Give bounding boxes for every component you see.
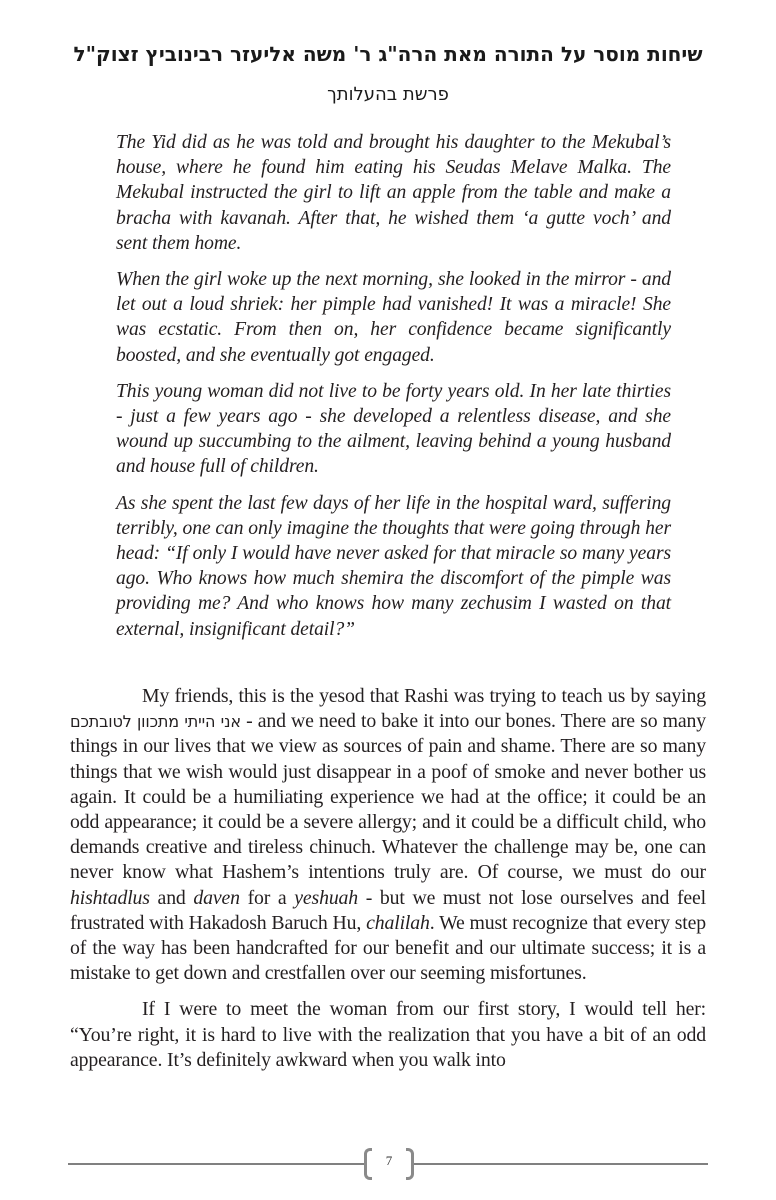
body-text: . We must recognize that every step of the way has been handcrafted for our benefit and our ultimate success; it is a mistake to get down and crestfallen over our seeming misfortunes. [70,911,706,985]
emphasis-term: yeshuah [294,886,359,909]
footer-rule-left [68,1163,364,1165]
body-paragraph [70,684,706,986]
running-header-title: שיחות מוסר על התורה מאת הרה"ג ר' משה אליעזר רבינוביץ זצוק"ל [73,42,703,66]
quote-paragraph: When the girl woke up the next morning, she looked in the mirror - and let out a loud shriek: her pimple had vanished! It was a miracle! She was ecstatic. From then on, her confidence became significantly boosted, and she eventually got engaged. [116,269,671,366]
emphasis-term: hishtadlus [70,886,150,909]
quote-paragraph: As she spent the last few days of her life in the hospital ward, suffering terribly, one can only imagine the thoughts that were going through her head: “If only I would have never asked for that miracle so many years ago. Who knows how much shemira the discomfort of the pimple was providing me? And who knows how many zechusim I wasted on that external, insignificant detail?” [116,492,671,640]
body-text: - and we need to bake it into our bones. There are so many things in our lives that we view as sources of pain and shame. There are so many things that we wish would just disappear in a poof of smoke and never bother us again. It could be a humiliating experience we had at the office; it could be an odd appearance; it could be a severe allergy; and it could be a difficult child, who demands creative and tireless chinuch. Whatever the challenge may be, one can never know what Hashem’s intentions truly are. Of course, we must do our [70,710,706,884]
main-body-text [70,684,706,1084]
page-footer [68,1148,708,1182]
body-text: and [149,886,194,909]
body-paragraph: If I were to meet the woman from our first story, I would tell her: “You’re right, it is hard to live with the realization that you have a bit of an odd appearance. It’s definitely awkward when you walk into [70,998,706,1071]
body-text: My friends, this is the yesod that Rashi was trying to teach us by saying [142,685,706,707]
quote-paragraph: The Yid did as he was told and brought his daughter to the Mekubal’s house, where he found him eating his Seudas Melave Malka. The Mekubal instructed the girl to lift an apple from the table and make a bracha with kavanah. After that, he wished them ‘a gutte voch’ and sent them home. [116,132,671,254]
body-text: - but we must not lose ourselves and feel frustrated with Hakadosh Baruch Hu, [70,886,706,934]
page-number: 7 [385,1153,393,1168]
parsha-subtitle: פרשת בהעלותך [327,84,449,105]
story-quote-block [116,130,671,653]
emphasis-term: daven [193,886,240,909]
emphasis-term: chalilah [366,911,430,934]
footer-rule-right [414,1163,708,1165]
body-text: for a [239,886,295,909]
left-bracket-icon [364,1148,372,1180]
hebrew-quote: אני הייתי מתכוון לטובתכם [70,712,241,732]
right-bracket-icon [406,1148,414,1180]
quote-paragraph: This young woman did not live to be forty years old. In her late thirties - just a few years ago - she developed a relentless disease, and she wound up succumbing to the ailment, leaving behind a young husband and house full of children. [116,380,671,478]
